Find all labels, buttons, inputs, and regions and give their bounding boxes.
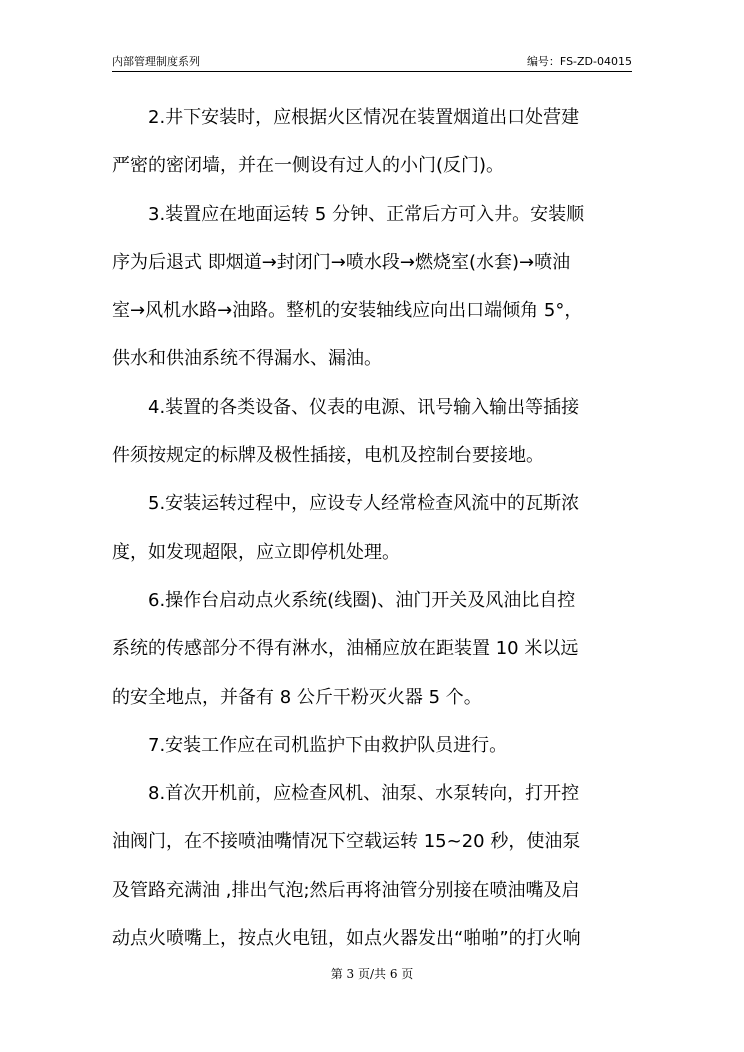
text-line: 油阀门，在不接喷油嘴情况下空载运转 15~20 秒，使油泵 (112, 831, 581, 853)
page-number: 第 3 页/共 6 页 (330, 967, 414, 981)
text-line: 3.装置应在地面运转 5 分钟、正常后方可入井。安装顺 (148, 203, 585, 225)
text-line: 的安全地点，并备有 8 公斤干粉灭火器 5 个。 (112, 686, 482, 708)
text-line: 及管路充满油 ,排出气泡;然后再将油管分别接在喷油嘴及启 (112, 879, 580, 901)
page-header (112, 55, 632, 72)
text-line: 7.安装工作应在司机监护下由救护队员进行。 (148, 734, 508, 756)
header-series-title: 内部管理制度系列 (112, 55, 200, 68)
text-line: 室→风机水路→油路。整机的安装轴线应向出口端倾角 5°， (112, 300, 583, 322)
text-line: 序为后退式 即烟道→封闭门→喷水段→燃烧室(水套)→喷油 (112, 251, 571, 273)
text-line: 2.井下安装时，应根据火区情况在装置烟道出口处营建 (148, 107, 580, 128)
text-line: 件须按规定的标牌及极性插接，电机及控制台要接地。 (112, 445, 544, 467)
header-document-number: 编号：FS-ZD-04015 (526, 55, 632, 68)
text-line: 度，如发现超限，应立即停机处理。 (112, 541, 400, 563)
body-text (112, 94, 637, 963)
text-line: 系统的传感部分不得有淋水，油桶应放在距装置 10 米以远 (112, 638, 579, 660)
text-line: 5.安装运转过程中，应设专人经常检查风流中的瓦斯浓 (148, 493, 580, 515)
text-line: 严密的密闭墙，并在一侧设有过人的小门(反门)。 (112, 155, 505, 177)
text-line: 8.首次开机前，应检查风机、油泵、水泵转向，打开控 (148, 783, 580, 805)
text-line: 6.操作台启动点火系统(线圈)、油门开关及风油比自控 (148, 589, 576, 611)
text-line: 动点火喷嘴上，按点火电钮，如点火器发出“啪啪”的打火响 (112, 928, 581, 950)
text-line: 4.装置的各类设备、仪表的电源、讯号输入输出等插接 (148, 396, 580, 418)
text-line: 供水和供油系统不得漏水、漏油。 (112, 348, 382, 370)
